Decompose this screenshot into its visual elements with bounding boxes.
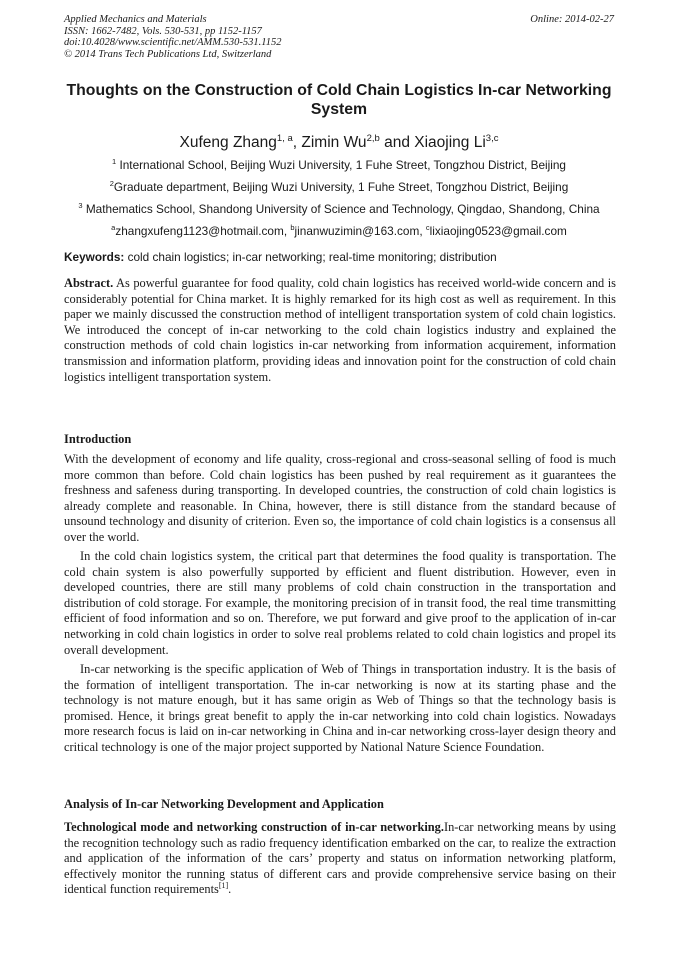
keywords-line [64,250,616,264]
email-marker: c [425,223,430,233]
online-date: Online: 2014-02-27 [530,14,614,25]
abstract-paragraph [64,276,616,385]
introduction-heading: Introduction [64,432,132,446]
doi-line: doi:10.4028/www.scientific.net/AMM.530-531.1152 [64,37,282,49]
author-name: Xufeng Zhang [179,134,277,151]
intro-paragraph-3: In-car networking is the specific application of Web of Things in transportation industry. It is the basis of the formation of intelligent transportation. The in-car networking is now at its starting phase and the technology is not mature enough, but it has same origin as Web of Things so that the technology basis is promised. Hence, it brings great benefit to apply the in-car networking into cold chain logistics. Nowadays more research focus is laid on in-car networking in China and in-car networking cross-layer design theory and critical technology is one of the major project supported by National Nature Science Foundation. [64,662,616,754]
email-marker: b [290,223,295,233]
email-separator: , [419,224,426,238]
author-name: Zimin Wu [301,134,367,151]
affiliation-3 [40,202,638,216]
affiliation-1 [40,158,638,172]
copyright-line: © 2014 Trans Tech Publications Ltd, Switzerland [64,48,272,60]
email-separator: , [283,224,291,238]
analysis-heading: Analysis of In-car Networking Development and Application [64,797,384,811]
paper-title: Thoughts on the Construction of Cold Chain Logistics In-car Networking System [66,82,612,118]
affiliation-2 [40,180,638,194]
email-address[interactable]: lixiaojing0523@gmail.com [429,224,567,238]
author-list [40,133,638,153]
abstract-label: Abstract. [64,276,114,290]
email-address[interactable]: zhangxufeng1123@hotmail.com [115,224,284,238]
affiliation-marker: 2 [109,179,114,189]
keywords-label: Keywords: [64,250,125,264]
author-superscript: 2,b [366,132,380,144]
keywords-text: cold chain logistics; in-car networking; real-time monitoring; distribution [127,250,497,264]
journal-name: Applied Mechanics and Materials [64,14,207,25]
analysis-end: . [228,882,232,897]
abstract-text: As powerful guarantee for food quality, cold chain logistics has received world-wide concern and is considerably potential for China market. It is highly remarked for its high cost as well as requirement. In this paper we mainly discussed the construction method of intelligent transportation system of cold chain logistics. We introduced the concept of in-car networking to the cold chain logistics industry and explained the construction methods of cold chain logistics in-car networking from information acquirement, information transmission and information platform, providing ideas and innovation point for the construction of cold chain logistics intelligent transportation system. [64,276,617,384]
issn-line: ISSN: 1662-7482, Vols. 530-531, pp 1152-1157 [64,25,262,37]
author-superscript: 1, a [276,132,293,144]
email-address[interactable]: jinanwuzimin@163.com [294,224,420,238]
analysis-text: In-car networking means by using the recognition technology such as radio frequency identification embarked on the car, to realize the extraction and application of the information of the cars’ property and status on information networking platform, effectively monitor the running status of different cars and provide comprehensive service basing on their identical function requirements [64,820,616,897]
email-marker: a [111,223,116,233]
email-list [40,224,638,238]
author-separator: and [379,134,415,151]
intro-paragraph-1: With the development of economy and life quality, cross-regional and cross-seasonal selling of food is much more common than before. Cold chain logistics has been pushed by real requirement as it guarantees the freshness and safeness during transporting. In developed countries, the construction of cold chain logistics is already complete and reasonable. In China, however, there is still distance from the standard because of unsound technology and disunity of criterion. Even so, the importance of cold chain logistics is a consensus all over the world. [64,452,616,544]
affiliation-text: Graduate department, Beijing Wuzi University, 1 Fuhe Street, Tongzhou District, Beijing [113,180,569,194]
author-superscript: 3,c [485,132,499,144]
author-name: Xiaojing Li [414,134,486,151]
citation-reference[interactable]: [1] [218,881,229,891]
affiliation-text: International School, Beijing Wuzi University, 1 Fuhe Street, Tongzhou District, Beijing [119,158,566,172]
journal-header [64,14,281,60]
analysis-subheading: Technological mode and networking construction of in-car networking. [64,820,444,834]
analysis-paragraph [64,820,616,898]
affiliation-marker: 3 [78,201,83,211]
affiliation-marker: 1 [112,157,117,167]
intro-paragraph-2: In the cold chain logistics system, the critical part that determines the food quality is transportation. The cold chain system is also powerfully supported by efficient and fluent distribution. However, even in developed countries, there are still many problems of cold chain construction in the transportation and distribution of cold storage. For example, the monitoring precision of in transit food, the real time transmitting efficient of food information and so on. Therefore, we put forward and give proof to the application of in-car networking in cold chain logistics in order to solve real problems related to cold chain logistics and propel its overall development. [64,549,616,657]
affiliation-text: Mathematics School, Shandong University of Science and Technology, Qingdao, Shandong, China [85,202,600,216]
author-separator: , [292,134,302,151]
